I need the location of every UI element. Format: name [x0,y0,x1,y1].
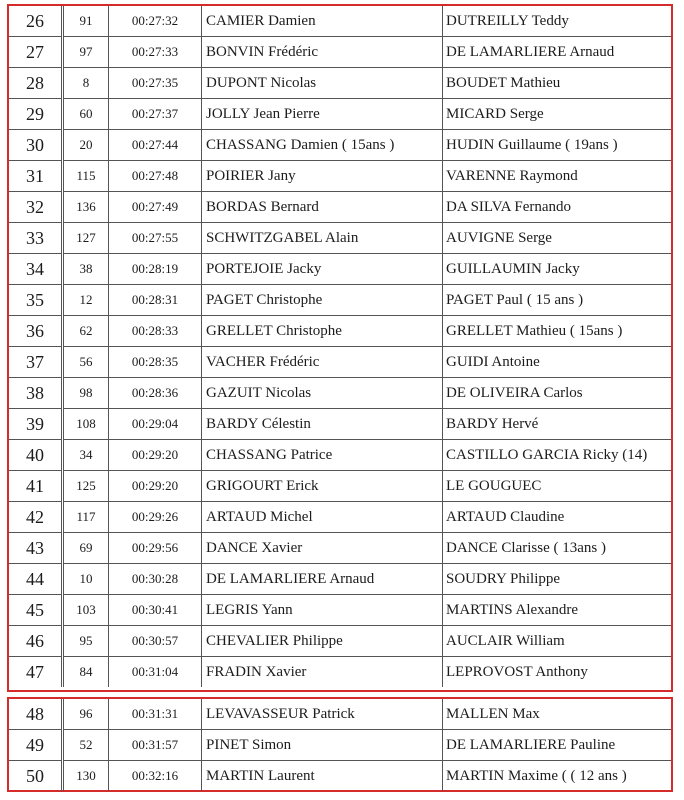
bib-number-cell: 8 [63,68,109,99]
time-cell: 00:27:48 [109,161,202,192]
runner1-name-cell: DE LAMARLIERE Arnaud [202,564,443,595]
result-row [9,130,671,161]
runner1-name-cell: DANCE Xavier [202,533,443,564]
result-row [9,533,671,564]
runner1-name-cell: PORTEJOIE Jacky [202,254,443,285]
time-cell: 00:31:57 [109,730,202,761]
runner1-name-cell: LEVAVASSEUR Patrick [202,699,443,730]
bib-number-cell: 103 [63,595,109,626]
runner2-name-cell: DA SILVA Fernando [443,192,672,223]
runner2-name-cell: MARTIN Maxime ( ( 12 ans ) [443,761,672,792]
result-row [9,657,671,688]
runner2-name-cell: DE OLIVEIRA Carlos [443,378,672,409]
bib-number-cell: 130 [63,761,109,792]
time-cell: 00:27:44 [109,130,202,161]
runner1-name-cell: ARTAUD Michel [202,502,443,533]
runner1-name-cell: GRELLET Christophe [202,316,443,347]
rank-cell: 44 [9,564,63,595]
result-row [9,161,671,192]
rank-cell: 29 [9,99,63,130]
time-cell: 00:30:28 [109,564,202,595]
runner2-name-cell: ARTAUD Claudine [443,502,672,533]
bib-number-cell: 60 [63,99,109,130]
runner1-name-cell: GRIGOURT Erick [202,471,443,502]
rank-cell: 30 [9,130,63,161]
runner1-name-cell: POIRIER Jany [202,161,443,192]
runner1-name-cell: VACHER Frédéric [202,347,443,378]
rank-cell: 42 [9,502,63,533]
time-cell: 00:27:55 [109,223,202,254]
result-row [9,347,671,378]
bib-number-cell: 108 [63,409,109,440]
runner1-name-cell: CHASSANG Patrice [202,440,443,471]
runner2-name-cell: DANCE Clarisse ( 13ans ) [443,533,672,564]
bib-number-cell: 84 [63,657,109,688]
bib-number-cell: 97 [63,37,109,68]
result-row [9,595,671,626]
bib-number-cell: 91 [63,6,109,37]
result-row [9,409,671,440]
results-table [9,699,671,791]
time-cell: 00:28:33 [109,316,202,347]
runner2-name-cell: DE LAMARLIERE Arnaud [443,37,672,68]
bib-number-cell: 10 [63,564,109,595]
runner1-name-cell: GAZUIT Nicolas [202,378,443,409]
runner1-name-cell: MARTIN Laurent [202,761,443,792]
time-cell: 00:29:26 [109,502,202,533]
rank-cell: 33 [9,223,63,254]
results-table [9,6,671,687]
runner2-name-cell: MARTINS Alexandre [443,595,672,626]
time-cell: 00:29:56 [109,533,202,564]
time-cell: 00:31:31 [109,699,202,730]
runner1-name-cell: CAMIER Damien [202,6,443,37]
bib-number-cell: 117 [63,502,109,533]
result-row [9,254,671,285]
bib-number-cell: 62 [63,316,109,347]
result-row [9,699,671,730]
rank-cell: 27 [9,37,63,68]
runner2-name-cell: DUTREILLY Teddy [443,6,672,37]
runner1-name-cell: CHASSANG Damien ( 15ans ) [202,130,443,161]
runner1-name-cell: SCHWITZGABEL Alain [202,223,443,254]
runner2-name-cell: GRELLET Mathieu ( 15ans ) [443,316,672,347]
runner2-name-cell: GUILLAUMIN Jacky [443,254,672,285]
bib-number-cell: 125 [63,471,109,502]
bib-number-cell: 56 [63,347,109,378]
runner1-name-cell: FRADIN Xavier [202,657,443,688]
time-cell: 00:28:19 [109,254,202,285]
rank-cell: 38 [9,378,63,409]
result-row [9,471,671,502]
rank-cell: 37 [9,347,63,378]
result-row [9,6,671,37]
bib-number-cell: 34 [63,440,109,471]
bib-number-cell: 127 [63,223,109,254]
runner1-name-cell: JOLLY Jean Pierre [202,99,443,130]
rank-cell: 40 [9,440,63,471]
bib-number-cell: 96 [63,699,109,730]
result-row [9,192,671,223]
time-cell: 00:27:32 [109,6,202,37]
rank-cell: 47 [9,657,63,688]
bib-number-cell: 69 [63,533,109,564]
runner1-name-cell: PAGET Christophe [202,285,443,316]
rank-cell: 26 [9,6,63,37]
runner2-name-cell: MICARD Serge [443,99,672,130]
time-cell: 00:32:16 [109,761,202,792]
runner2-name-cell: DE LAMARLIERE Pauline [443,730,672,761]
bib-number-cell: 95 [63,626,109,657]
result-row [9,564,671,595]
result-row [9,37,671,68]
runner2-name-cell: AUCLAIR William [443,626,672,657]
runner2-name-cell: GUIDI Antoine [443,347,672,378]
rank-cell: 32 [9,192,63,223]
time-cell: 00:27:37 [109,99,202,130]
bib-number-cell: 12 [63,285,109,316]
runner1-name-cell: BARDY Célestin [202,409,443,440]
result-row [9,626,671,657]
rank-cell: 45 [9,595,63,626]
result-row [9,502,671,533]
runner1-name-cell: CHEVALIER Philippe [202,626,443,657]
bib-number-cell: 98 [63,378,109,409]
result-row [9,285,671,316]
rank-cell: 31 [9,161,63,192]
runner2-name-cell: MALLEN Max [443,699,672,730]
runner2-name-cell: LE GOUGUEC [443,471,672,502]
runner1-name-cell: LEGRIS Yann [202,595,443,626]
result-row [9,68,671,99]
time-cell: 00:30:41 [109,595,202,626]
rank-cell: 34 [9,254,63,285]
bib-number-cell: 115 [63,161,109,192]
runner2-name-cell: HUDIN Guillaume ( 19ans ) [443,130,672,161]
runner1-name-cell: DUPONT Nicolas [202,68,443,99]
rank-cell: 36 [9,316,63,347]
time-cell: 00:30:57 [109,626,202,657]
runner2-name-cell: CASTILLO GARCIA Ricky (14) [443,440,672,471]
time-cell: 00:28:36 [109,378,202,409]
runner2-name-cell: PAGET Paul ( 15 ans ) [443,285,672,316]
time-cell: 00:28:31 [109,285,202,316]
runner1-name-cell: BONVIN Frédéric [202,37,443,68]
result-row [9,440,671,471]
bib-number-cell: 136 [63,192,109,223]
result-row [9,761,671,792]
results-table-extra [7,697,673,792]
time-cell: 00:28:35 [109,347,202,378]
time-cell: 00:29:20 [109,471,202,502]
time-cell: 00:27:33 [109,37,202,68]
bib-number-cell: 20 [63,130,109,161]
time-cell: 00:31:04 [109,657,202,688]
rank-cell: 28 [9,68,63,99]
time-cell: 00:27:35 [109,68,202,99]
runner1-name-cell: PINET Simon [202,730,443,761]
result-row [9,316,671,347]
rank-cell: 48 [9,699,63,730]
time-cell: 00:29:04 [109,409,202,440]
bib-number-cell: 38 [63,254,109,285]
rank-cell: 43 [9,533,63,564]
runner1-name-cell: BORDAS Bernard [202,192,443,223]
rank-cell: 41 [9,471,63,502]
runner2-name-cell: AUVIGNE Serge [443,223,672,254]
result-row [9,223,671,254]
bib-number-cell: 52 [63,730,109,761]
rank-cell: 46 [9,626,63,657]
rank-cell: 35 [9,285,63,316]
result-row [9,378,671,409]
time-cell: 00:27:49 [109,192,202,223]
result-row [9,730,671,761]
results-table-main [7,4,673,692]
runner2-name-cell: BARDY Hervé [443,409,672,440]
result-row [9,99,671,130]
rank-cell: 49 [9,730,63,761]
time-cell: 00:29:20 [109,440,202,471]
rank-cell: 50 [9,761,63,792]
runner2-name-cell: SOUDRY Philippe [443,564,672,595]
rank-cell: 39 [9,409,63,440]
runner2-name-cell: BOUDET Mathieu [443,68,672,99]
runner2-name-cell: VARENNE Raymond [443,161,672,192]
runner2-name-cell: LEPROVOST Anthony [443,657,672,688]
